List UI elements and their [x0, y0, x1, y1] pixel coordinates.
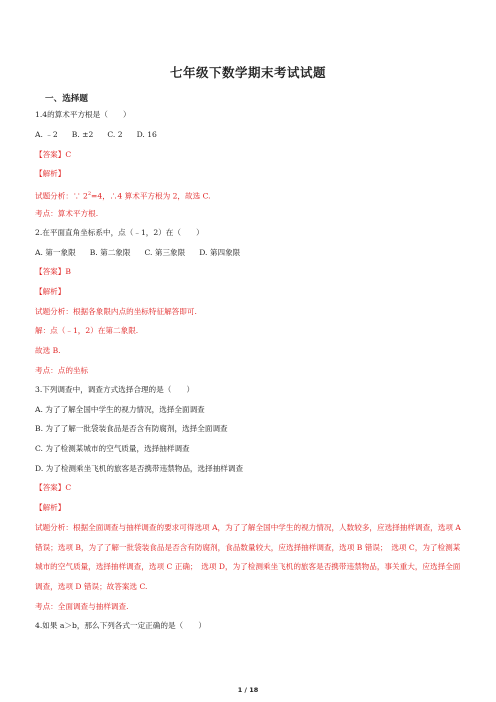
q2-option-a: A. 第一象限 [35, 248, 76, 257]
q2-option-c: C. 第三象限 [144, 248, 186, 257]
q2-option-b: B. 第二象限 [89, 248, 131, 257]
q3-option-b: B. 为了了解一批袋装食品是否含有防腐剂，选择全面调查 [35, 424, 228, 433]
page-number: 1 / 18 [237, 686, 259, 694]
q1-point: 考点：算术平方根. [35, 209, 99, 218]
q1-option-b: B. ±2 [71, 130, 94, 139]
q2-point: 考点：点的坐标 [35, 366, 89, 375]
q1-answer: 【答案】C [35, 150, 72, 159]
q2-conclusion: 故选 B. [35, 346, 61, 355]
q1-analysis-part2: =4，∴4 算术平方根为 2，故选 C. [91, 191, 211, 201]
q1-option-a: A. ﹣2 [35, 130, 58, 139]
q3-option-a: A. 为了了解全国中学生的视力情况，选择全面调查 [35, 405, 205, 414]
q3-analysis: 试题分析：根据全面调查与抽样调查的要求可得选项 A，为了了解全国中学生的视力情况，人数较多，应选择抽样调查，选项 A 错误；选项 B，为了了解一批袋装食品是否含有防腐剂，食品数量较大，应选择抽样调查，选项 B 错误； 选项 C，为了检测某城市的空气质量，选择抽样调查，选项 C 正确； 选项 D，为了检测乘坐飞机的旅客是否携带违禁物品，事关重大，应选择全面调查，选项 D 错误；故答案选 C. [35, 523, 461, 591]
document-title: 七年级下数学期末考试试题 [169, 65, 326, 80]
q1-analysis-superscript: 2 [87, 191, 91, 197]
q2-answer: 【答案】B [35, 267, 71, 276]
q1-option-c: C. 2 [107, 130, 123, 139]
q2-analysis: 试题分析：根据各象限内点的坐标特征解答即可. [35, 307, 197, 316]
q3-option-d: D. 为了检测乘坐飞机的旅客是否携带违禁物品，选择抽样调查 [35, 464, 244, 473]
q3-answer: 【答案】C [35, 483, 72, 492]
q1-analysis-label: 【解析】 [35, 169, 66, 178]
q1-option-d: D. 16 [136, 130, 157, 139]
q3-point: 考点：全面调查与抽样调查. [35, 602, 129, 611]
q2-options [35, 248, 240, 258]
q1-analysis-part1: 试题分析：∵ 2 [35, 191, 88, 201]
q1-stem: 1.4的算术平方根是（ ） [35, 110, 131, 119]
q3-analysis-label: 【解析】 [35, 503, 66, 512]
q2-option-d: D. 第四象限 [199, 248, 241, 257]
q2-stem: 2.在平面直角坐标系中，点（﹣1，2）在（ ） [35, 228, 204, 237]
q4-stem: 4.如果 a＞b，那么下列各式一定正确的是（ ） [35, 621, 206, 630]
q3-option-c: C. 为了检测某城市的空气质量，选择抽样调查 [35, 444, 190, 453]
q2-analysis-label: 【解析】 [35, 287, 66, 296]
q1-analysis [35, 189, 211, 202]
q1-options [35, 130, 157, 140]
q2-solution: 解：点（﹣1，2）在第二象限. [35, 326, 139, 335]
section-heading: 一、选择题 [45, 94, 88, 104]
q3-stem: 3.下列调查中，调查方式选择合理的是（ ） [35, 385, 195, 394]
